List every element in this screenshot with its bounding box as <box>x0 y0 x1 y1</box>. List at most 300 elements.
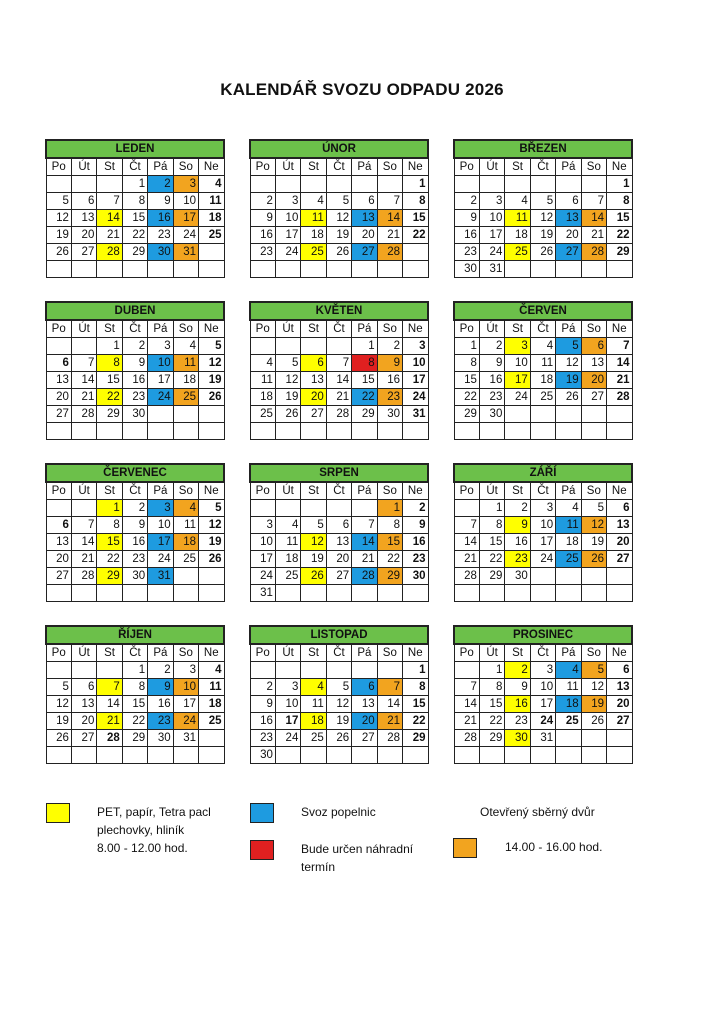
day-cell <box>454 176 479 193</box>
weekday-header: Čt <box>122 482 147 500</box>
day-cell: 28 <box>352 568 377 585</box>
day-cell: 13 <box>71 696 96 713</box>
day-cell: 4 <box>250 355 275 372</box>
day-cell: 25 <box>173 551 198 568</box>
day-cell: 14 <box>377 210 402 227</box>
day-cell: 8 <box>454 355 479 372</box>
day-cell <box>530 406 555 423</box>
day-cell <box>581 747 606 764</box>
day-cell: 24 <box>403 389 428 406</box>
day-cell: 25 <box>199 713 224 730</box>
weekday-header: Út <box>275 158 300 176</box>
day-cell <box>326 585 351 602</box>
day-cell <box>454 662 479 679</box>
day-cell: 26 <box>581 713 606 730</box>
day-cell: 28 <box>71 406 96 423</box>
day-cell: 12 <box>326 696 351 713</box>
day-cell: 14 <box>71 534 96 551</box>
day-cell: 19 <box>46 713 71 730</box>
day-cell: 17 <box>530 696 555 713</box>
day-cell: 17 <box>250 551 275 568</box>
day-cell: 17 <box>479 227 504 244</box>
month-calendar <box>453 301 633 440</box>
day-cell: 3 <box>173 176 198 193</box>
day-cell: 8 <box>403 679 428 696</box>
day-cell <box>479 585 504 602</box>
day-cell <box>505 585 530 602</box>
day-cell: 28 <box>97 244 122 261</box>
day-cell <box>71 747 96 764</box>
weekday-header: Po <box>250 644 275 662</box>
day-cell: 24 <box>530 551 555 568</box>
day-cell: 19 <box>581 696 606 713</box>
weekday-header: Po <box>454 158 479 176</box>
day-cell <box>199 406 224 423</box>
day-cell: 18 <box>556 534 581 551</box>
day-cell: 8 <box>377 517 402 534</box>
day-cell: 19 <box>530 227 555 244</box>
day-cell: 14 <box>607 355 632 372</box>
day-cell: 31 <box>148 568 173 585</box>
day-cell <box>46 500 71 517</box>
weekday-header: Pá <box>148 482 173 500</box>
legend-orange-text: 14.00 - 16.00 hod. <box>505 840 603 854</box>
day-cell: 5 <box>581 500 606 517</box>
day-cell: 29 <box>377 568 402 585</box>
day-cell: 6 <box>46 355 71 372</box>
day-cell: 11 <box>556 517 581 534</box>
day-cell: 29 <box>403 730 428 747</box>
day-cell: 31 <box>403 406 428 423</box>
day-cell: 26 <box>46 244 71 261</box>
day-cell: 24 <box>250 568 275 585</box>
day-cell: 24 <box>275 730 300 747</box>
day-cell: 3 <box>275 679 300 696</box>
day-cell <box>97 747 122 764</box>
day-cell: 25 <box>530 389 555 406</box>
day-cell <box>530 747 555 764</box>
day-cell: 18 <box>505 227 530 244</box>
day-cell: 22 <box>403 713 428 730</box>
day-cell: 21 <box>326 389 351 406</box>
legend-dvur-title: Otevřený sběrný dvůr <box>480 805 595 819</box>
day-cell <box>97 662 122 679</box>
day-cell <box>46 261 71 278</box>
day-cell: 22 <box>122 713 147 730</box>
day-cell: 30 <box>403 568 428 585</box>
day-cell: 22 <box>377 551 402 568</box>
day-cell <box>505 423 530 440</box>
day-cell <box>199 244 224 261</box>
day-cell <box>275 261 300 278</box>
weekday-header: Po <box>46 644 71 662</box>
day-cell: 5 <box>581 662 606 679</box>
day-cell: 23 <box>250 244 275 261</box>
day-cell: 26 <box>530 244 555 261</box>
day-cell: 23 <box>377 389 402 406</box>
month-name: ČERVEN <box>454 302 632 320</box>
day-cell: 2 <box>148 662 173 679</box>
day-cell: 23 <box>148 713 173 730</box>
day-cell <box>352 500 377 517</box>
day-cell <box>97 423 122 440</box>
day-cell: 10 <box>275 696 300 713</box>
legend-yellow-swatch <box>46 803 70 823</box>
day-cell: 18 <box>301 227 326 244</box>
day-cell: 23 <box>148 227 173 244</box>
weekday-header: Út <box>275 320 300 338</box>
day-cell: 13 <box>556 210 581 227</box>
day-cell: 23 <box>454 244 479 261</box>
day-cell: 2 <box>403 500 428 517</box>
day-cell: 1 <box>352 338 377 355</box>
day-cell: 1 <box>122 662 147 679</box>
day-cell: 14 <box>454 696 479 713</box>
day-cell <box>326 747 351 764</box>
day-cell: 17 <box>148 534 173 551</box>
day-cell: 23 <box>479 389 504 406</box>
day-cell <box>607 568 632 585</box>
day-cell: 15 <box>403 696 428 713</box>
day-cell: 27 <box>301 406 326 423</box>
day-cell: 12 <box>326 210 351 227</box>
day-cell: 21 <box>71 551 96 568</box>
day-cell: 3 <box>479 193 504 210</box>
weekday-header: Pá <box>148 320 173 338</box>
weekday-header: So <box>581 482 606 500</box>
day-cell: 13 <box>581 355 606 372</box>
day-cell <box>377 747 402 764</box>
day-cell: 4 <box>173 500 198 517</box>
day-cell: 15 <box>479 534 504 551</box>
weekday-header: Ne <box>403 158 428 176</box>
day-cell: 20 <box>581 372 606 389</box>
day-cell: 6 <box>301 355 326 372</box>
day-cell: 26 <box>46 730 71 747</box>
day-cell: 10 <box>479 210 504 227</box>
month-name: ZÁŘÍ <box>454 464 632 482</box>
weekday-header: Čt <box>122 644 147 662</box>
day-cell <box>377 585 402 602</box>
day-cell: 3 <box>403 338 428 355</box>
day-cell: 6 <box>46 517 71 534</box>
day-cell: 21 <box>377 227 402 244</box>
day-cell: 28 <box>581 244 606 261</box>
day-cell: 22 <box>122 227 147 244</box>
day-cell: 27 <box>71 730 96 747</box>
day-cell: 6 <box>326 517 351 534</box>
day-cell: 10 <box>530 679 555 696</box>
day-cell: 20 <box>326 551 351 568</box>
day-cell: 6 <box>556 193 581 210</box>
day-cell: 29 <box>479 730 504 747</box>
day-cell: 5 <box>530 193 555 210</box>
day-cell <box>607 423 632 440</box>
month-calendar <box>45 301 225 440</box>
day-cell: 2 <box>505 500 530 517</box>
day-cell <box>97 176 122 193</box>
day-cell: 25 <box>505 244 530 261</box>
month-calendar <box>453 463 633 602</box>
month-name: ŘÍJEN <box>46 626 224 644</box>
day-cell: 13 <box>326 534 351 551</box>
day-cell <box>173 568 198 585</box>
day-cell <box>326 500 351 517</box>
day-cell: 21 <box>352 551 377 568</box>
day-cell: 31 <box>250 585 275 602</box>
day-cell: 16 <box>377 372 402 389</box>
day-cell: 30 <box>479 406 504 423</box>
day-cell: 25 <box>556 551 581 568</box>
weekday-header: Po <box>46 482 71 500</box>
weekday-header: So <box>581 644 606 662</box>
day-cell <box>479 423 504 440</box>
day-cell: 28 <box>377 244 402 261</box>
month-calendar <box>249 139 429 278</box>
weekday-header: Ne <box>199 158 224 176</box>
day-cell: 20 <box>46 551 71 568</box>
day-cell: 21 <box>97 227 122 244</box>
day-cell: 20 <box>607 534 632 551</box>
day-cell: 3 <box>250 517 275 534</box>
day-cell: 17 <box>530 534 555 551</box>
legend-yellow-text: PET, papír, Tetra pacl plechovky, hliník 8.00 - 12.00 hod. <box>97 805 211 855</box>
weekday-header: Ne <box>607 158 632 176</box>
day-cell: 6 <box>71 193 96 210</box>
day-cell <box>505 261 530 278</box>
day-cell: 29 <box>454 406 479 423</box>
day-cell: 6 <box>607 662 632 679</box>
day-cell <box>275 500 300 517</box>
day-cell: 1 <box>479 500 504 517</box>
day-cell: 18 <box>301 713 326 730</box>
day-cell: 29 <box>97 406 122 423</box>
day-cell: 8 <box>122 679 147 696</box>
weekday-header: Pá <box>352 320 377 338</box>
day-cell <box>454 500 479 517</box>
day-cell: 7 <box>377 679 402 696</box>
day-cell: 20 <box>352 713 377 730</box>
day-cell: 12 <box>530 210 555 227</box>
day-cell: 15 <box>479 696 504 713</box>
day-cell: 19 <box>556 372 581 389</box>
day-cell: 16 <box>122 534 147 551</box>
month-calendar <box>249 463 429 602</box>
day-cell: 16 <box>250 227 275 244</box>
day-cell: 10 <box>530 517 555 534</box>
day-cell: 4 <box>301 679 326 696</box>
day-cell: 10 <box>505 355 530 372</box>
day-cell: 12 <box>199 355 224 372</box>
day-cell <box>607 406 632 423</box>
day-cell: 2 <box>505 662 530 679</box>
day-cell: 27 <box>581 389 606 406</box>
day-cell: 8 <box>479 679 504 696</box>
weekday-header: Čt <box>326 644 351 662</box>
day-cell: 9 <box>403 517 428 534</box>
day-cell: 14 <box>377 696 402 713</box>
day-cell: 21 <box>454 713 479 730</box>
weekday-header: Čt <box>530 644 555 662</box>
day-cell: 22 <box>607 227 632 244</box>
day-cell: 11 <box>173 355 198 372</box>
day-cell: 18 <box>199 696 224 713</box>
day-cell <box>556 423 581 440</box>
day-cell <box>377 423 402 440</box>
legend-orange-swatch <box>453 838 477 858</box>
day-cell: 21 <box>97 713 122 730</box>
day-cell <box>301 500 326 517</box>
day-cell: 20 <box>301 389 326 406</box>
day-cell <box>556 406 581 423</box>
day-cell: 26 <box>326 730 351 747</box>
day-cell: 18 <box>173 534 198 551</box>
day-cell: 25 <box>173 389 198 406</box>
day-cell <box>97 585 122 602</box>
day-cell: 16 <box>505 696 530 713</box>
day-cell: 8 <box>97 355 122 372</box>
day-cell: 8 <box>352 355 377 372</box>
day-cell: 18 <box>199 210 224 227</box>
day-cell: 17 <box>173 696 198 713</box>
day-cell: 27 <box>607 551 632 568</box>
weekday-header: Pá <box>352 482 377 500</box>
day-cell <box>454 585 479 602</box>
day-cell: 3 <box>148 500 173 517</box>
weekday-header: Út <box>71 482 96 500</box>
day-cell: 11 <box>556 679 581 696</box>
day-cell: 15 <box>122 696 147 713</box>
day-cell <box>71 500 96 517</box>
day-cell: 26 <box>581 551 606 568</box>
day-cell: 4 <box>556 662 581 679</box>
day-cell: 23 <box>505 551 530 568</box>
day-cell: 28 <box>326 406 351 423</box>
day-cell <box>352 585 377 602</box>
day-cell: 1 <box>122 176 147 193</box>
day-cell: 5 <box>301 517 326 534</box>
weekday-header: So <box>173 644 198 662</box>
day-cell <box>403 585 428 602</box>
day-cell <box>581 261 606 278</box>
day-cell: 27 <box>556 244 581 261</box>
day-cell: 6 <box>71 679 96 696</box>
day-cell: 18 <box>173 372 198 389</box>
month-name: LISTOPAD <box>250 626 428 644</box>
day-cell: 12 <box>581 679 606 696</box>
day-cell: 26 <box>326 244 351 261</box>
day-cell: 30 <box>122 406 147 423</box>
day-cell: 17 <box>505 372 530 389</box>
month-name: LEDEN <box>46 140 224 158</box>
day-cell: 5 <box>556 338 581 355</box>
day-cell <box>250 261 275 278</box>
day-cell: 7 <box>97 193 122 210</box>
day-cell: 10 <box>173 193 198 210</box>
day-cell <box>403 244 428 261</box>
day-cell: 26 <box>199 389 224 406</box>
weekday-header: St <box>301 482 326 500</box>
day-cell <box>122 585 147 602</box>
day-cell <box>326 261 351 278</box>
weekday-header: Út <box>275 644 300 662</box>
day-cell: 9 <box>377 355 402 372</box>
month-name: BŘEZEN <box>454 140 632 158</box>
day-cell <box>581 730 606 747</box>
weekday-header: Po <box>454 320 479 338</box>
day-cell: 30 <box>250 747 275 764</box>
weekday-header: Po <box>454 482 479 500</box>
day-cell <box>46 176 71 193</box>
day-cell: 3 <box>530 500 555 517</box>
day-cell: 16 <box>148 696 173 713</box>
weekday-header: St <box>505 644 530 662</box>
day-cell: 30 <box>122 568 147 585</box>
day-cell <box>607 585 632 602</box>
weekday-header: Pá <box>148 158 173 176</box>
weekday-header: Út <box>479 644 504 662</box>
day-cell <box>46 423 71 440</box>
day-cell <box>403 423 428 440</box>
weekday-header: Čt <box>530 482 555 500</box>
day-cell <box>71 662 96 679</box>
weekday-header: Út <box>275 482 300 500</box>
weekday-header: Pá <box>556 158 581 176</box>
day-cell: 15 <box>352 372 377 389</box>
day-cell <box>148 423 173 440</box>
day-cell: 4 <box>556 500 581 517</box>
day-cell: 7 <box>377 193 402 210</box>
day-cell: 13 <box>352 210 377 227</box>
day-cell <box>530 568 555 585</box>
day-cell: 10 <box>250 534 275 551</box>
day-cell: 31 <box>173 244 198 261</box>
day-cell: 5 <box>326 193 351 210</box>
weekday-header: Ne <box>607 320 632 338</box>
day-cell: 24 <box>173 227 198 244</box>
day-cell: 9 <box>454 210 479 227</box>
day-cell: 28 <box>377 730 402 747</box>
day-cell: 10 <box>173 679 198 696</box>
day-cell <box>71 423 96 440</box>
day-cell <box>352 423 377 440</box>
day-cell: 31 <box>530 730 555 747</box>
weekday-header: So <box>377 158 402 176</box>
day-cell: 4 <box>199 176 224 193</box>
day-cell <box>122 423 147 440</box>
day-cell: 6 <box>352 193 377 210</box>
day-cell <box>275 585 300 602</box>
day-cell <box>199 568 224 585</box>
day-cell: 11 <box>505 210 530 227</box>
day-cell <box>403 261 428 278</box>
day-cell: 24 <box>173 713 198 730</box>
day-cell: 15 <box>97 534 122 551</box>
day-cell: 30 <box>148 730 173 747</box>
weekday-header: St <box>97 320 122 338</box>
day-cell <box>71 176 96 193</box>
day-cell <box>301 423 326 440</box>
day-cell <box>148 261 173 278</box>
weekday-header: Pá <box>148 644 173 662</box>
day-cell <box>199 261 224 278</box>
day-cell: 12 <box>556 355 581 372</box>
day-cell <box>173 406 198 423</box>
weekday-header: St <box>301 320 326 338</box>
weekday-header: So <box>173 158 198 176</box>
day-cell <box>199 423 224 440</box>
day-cell: 14 <box>97 696 122 713</box>
